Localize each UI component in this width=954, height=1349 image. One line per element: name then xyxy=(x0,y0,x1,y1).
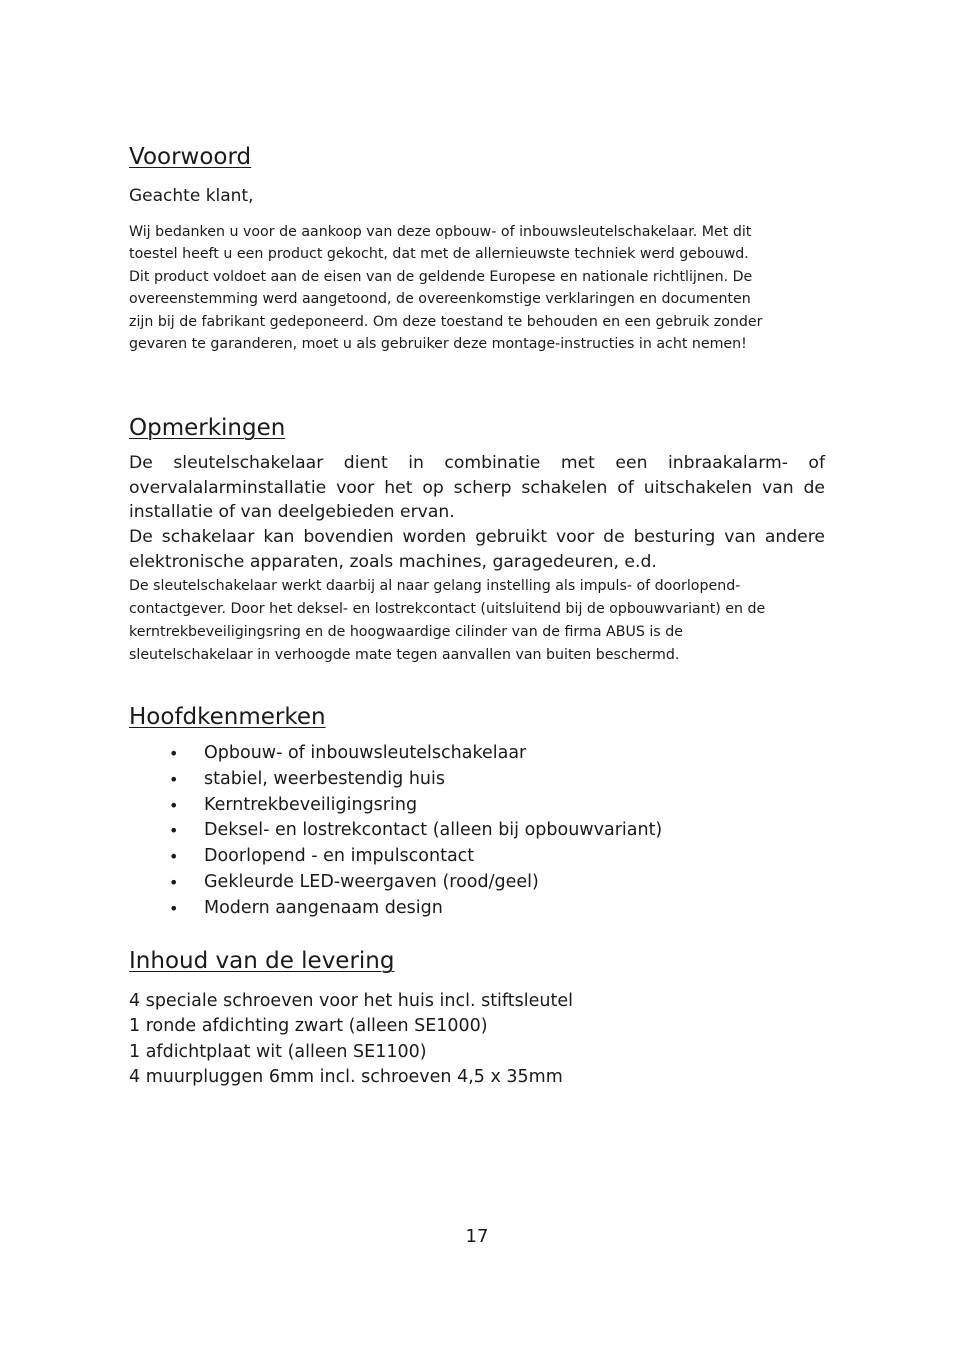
opmerkingen-small-text xyxy=(129,575,825,667)
bullet: • xyxy=(169,872,179,892)
heading-opmerkingen: Opmerkingen xyxy=(129,415,286,441)
bullet: • xyxy=(169,847,179,867)
list-item xyxy=(129,741,825,767)
list-item xyxy=(129,818,825,844)
list-item: 4 speciale schroeven voor het huis incl. stiftsleutel xyxy=(129,991,573,1011)
feature-list xyxy=(129,741,825,922)
list-item-text: Deksel- en lostrekcontact (alleen bij opbouwvariant) xyxy=(204,820,663,841)
voorwoord-line: Dit product voldoet aan de eisen van de geldende Europese en nationale richtlijnen. De xyxy=(129,268,753,285)
delivery-list xyxy=(129,989,825,1090)
list-item: 4 muurpluggen 6mm incl. schroeven 4,5 x 35mm xyxy=(129,1066,563,1087)
voorwoord-body xyxy=(129,221,825,355)
list-item-text: Kerntrekbeveiligingsring xyxy=(204,794,418,815)
list-item-text: Opbouw- of inbouwsleutelschakelaar xyxy=(204,743,527,763)
list-item xyxy=(129,844,825,870)
greeting: Geachte klant, xyxy=(129,186,254,206)
list-item xyxy=(129,870,825,896)
voorwoord-line: Wij bedanken u voor de aankoop van deze opbouw- of inbouwsleutelschakelaar. Met dit xyxy=(129,224,752,240)
opmerkingen-line: De sleutelschakelaar werkt daarbij al naar gelang instelling als impuls- of doorlopend- xyxy=(129,577,741,594)
bullet: • xyxy=(169,744,179,763)
section-hoofdkenmerken xyxy=(129,703,825,922)
voorwoord-line: overeenstemming werd aangetoond, de overeenkomstige verklaringen en documenten xyxy=(129,291,751,308)
list-item-text: stabiel, weerbestendig huis xyxy=(204,768,445,789)
bullet: • xyxy=(169,821,179,841)
section-voorwoord xyxy=(129,143,825,355)
voorwoord-line: zijn bij de fabrikant gedeponeerd. Om deze toestand te behouden en een gebruik zonder xyxy=(129,313,763,330)
opmerkingen-paragraph-1: De sleutelschakelaar dient in combinatie met een inbraakalarm- of overvalalarminstallatie voor het op scherp schakelen of uitschakelen van de installatie of van deelgebieden ervan. xyxy=(129,453,825,523)
voorwoord-line: gevaren te garanderen, moet u als gebruiker deze montage-instructies in acht nemen! xyxy=(129,336,747,353)
list-item-text: Doorlopend - en impulscontact xyxy=(204,846,475,867)
heading-hoofdkenmerken: Hoofdkenmerken xyxy=(129,704,326,730)
bullet: • xyxy=(169,769,179,789)
opmerkingen-paragraph-2: De schakelaar kan bovendien worden gebruikt voor de besturing van andere elektronische apparaten, zoals machines, garagedeuren, e.d. xyxy=(129,527,825,572)
opmerkingen-line: sleutelschakelaar in verhoogde mate tegen aanvallen van buiten beschermd. xyxy=(129,646,680,663)
list-item: 1 afdichtplaat wit (alleen SE1100) xyxy=(129,1041,427,1062)
list-item: 1 ronde afdichting zwart (alleen SE1000) xyxy=(129,1016,488,1037)
opmerkingen-line: contactgever. Door het deksel- en lostrekcontact (uitsluitend bij de opbouwvariant) en de xyxy=(129,600,766,617)
section-levering xyxy=(129,947,825,1090)
bullet: • xyxy=(169,795,179,815)
voorwoord-line: toestel heeft u een product gekocht, dat met de allernieuwste techniek werd gebouwd. xyxy=(129,246,749,263)
heading-levering: Inhoud van de levering xyxy=(129,948,395,974)
list-item xyxy=(129,896,825,922)
list-item-text: Modern aangenaam design xyxy=(204,897,443,918)
heading-voorwoord: Voorwoord xyxy=(129,144,252,170)
list-item xyxy=(129,767,825,793)
list-item xyxy=(129,793,825,819)
list-item-text: Gekleurde LED-weergaven (rood/geel) xyxy=(204,871,539,892)
bullet: • xyxy=(169,898,179,918)
section-opmerkingen xyxy=(129,414,825,667)
opmerkingen-line: kerntrekbeveiligingsring en de hoogwaardige cilinder van de firma ABUS is de xyxy=(129,623,683,640)
page-number: 17 xyxy=(465,1226,489,1247)
